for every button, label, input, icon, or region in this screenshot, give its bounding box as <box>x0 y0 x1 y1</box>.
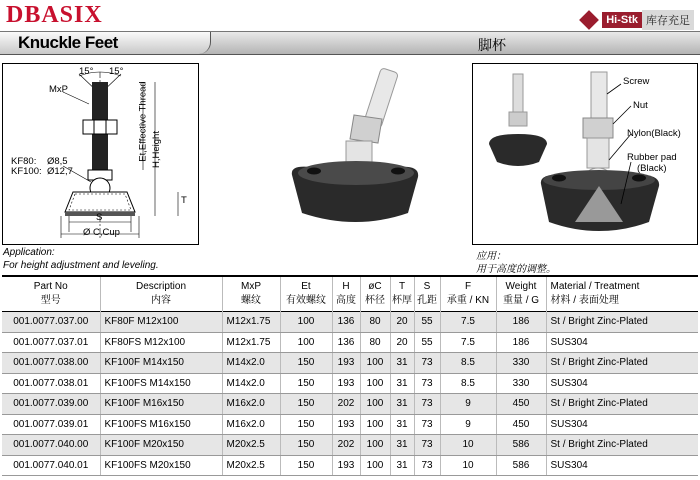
table-cell: SUS304 <box>546 414 698 435</box>
table-cell: 80 <box>360 312 390 333</box>
table-cell: SUS304 <box>546 373 698 394</box>
column-header-en: Part No <box>33 281 68 292</box>
table-cell: 150 <box>280 394 332 415</box>
column-header-cn: 高度 <box>336 295 356 306</box>
table-cell: SUS304 <box>546 455 698 476</box>
table-cell: 586 <box>496 435 546 456</box>
column-header <box>546 276 698 312</box>
table-cell: M12x1.75 <box>222 332 280 353</box>
table-row <box>2 435 698 456</box>
page-title-cn: 脚杯 <box>478 37 506 53</box>
table-cell: 10 <box>440 455 496 476</box>
table-cell: M20x2.5 <box>222 435 280 456</box>
thread-label: Et,Effective Thread <box>137 81 149 162</box>
technical-drawing-panel <box>2 63 199 245</box>
diamond-icon <box>579 10 599 30</box>
column-header-en: S <box>423 281 431 292</box>
table-row <box>2 455 698 476</box>
table-cell: 001.0077.038.01 <box>2 373 100 394</box>
column-header-cn: 螺纹 <box>241 295 261 306</box>
table-cell: 186 <box>496 332 546 353</box>
table-cell: M16x2.0 <box>222 394 280 415</box>
table-row <box>2 353 698 374</box>
table-cell: 100 <box>360 435 390 456</box>
table-row <box>2 394 698 415</box>
badge-hi: Hi-Stk <box>602 12 642 28</box>
table-cell: 001.0077.040.01 <box>2 455 100 476</box>
table-cell: KF80F M12x100 <box>100 312 222 333</box>
table-row <box>2 373 698 394</box>
table-cell: 73 <box>414 435 440 456</box>
column-header <box>280 276 332 312</box>
table-cell: 100 <box>280 332 332 353</box>
table-cell: 202 <box>332 394 360 415</box>
column-header <box>332 276 360 312</box>
table-cell: 31 <box>390 455 414 476</box>
table-cell: 55 <box>414 312 440 333</box>
table-cell: 7.5 <box>440 332 496 353</box>
table-cell: 150 <box>280 435 332 456</box>
table-cell: 193 <box>332 353 360 374</box>
table-cell: SUS304 <box>546 332 698 353</box>
nut-label: Nut <box>633 100 648 111</box>
column-header-en: Material / Treatment <box>550 281 640 292</box>
table-cell: 80 <box>360 332 390 353</box>
table-cell: 7.5 <box>440 312 496 333</box>
table-cell: 31 <box>390 435 414 456</box>
table-cell: 73 <box>414 373 440 394</box>
table-cell: 150 <box>280 455 332 476</box>
table-cell: St / Bright Zinc-Plated <box>546 394 698 415</box>
column-header <box>414 276 440 312</box>
table-cell: 10 <box>440 435 496 456</box>
table-cell: 20 <box>390 332 414 353</box>
column-header <box>496 276 546 312</box>
column-header-en: Et <box>301 281 311 292</box>
product-detail-panel <box>472 63 698 245</box>
column-header-cn: 孔距 <box>417 295 437 306</box>
table-cell: 150 <box>280 414 332 435</box>
column-header <box>390 276 414 312</box>
column-header-en: T <box>398 281 406 292</box>
table-cell: St / Bright Zinc-Plated <box>546 435 698 456</box>
product-photo <box>280 65 430 245</box>
table-cell: 8.5 <box>440 373 496 394</box>
table-cell: KF100F M16x150 <box>100 394 222 415</box>
kf100-label: KF100: <box>11 166 42 177</box>
table-cell: 001.0077.038.00 <box>2 353 100 374</box>
application-cn-text: 用于高度的调整。 <box>476 264 556 275</box>
kf100-value: Ø12,7 <box>47 166 73 177</box>
column-header <box>440 276 496 312</box>
table-cell: 136 <box>332 312 360 333</box>
table-cell: 73 <box>414 455 440 476</box>
table-cell: 193 <box>332 373 360 394</box>
table-cell: 001.0077.039.01 <box>2 414 100 435</box>
table-header <box>2 276 698 312</box>
table-cell: M14x2.0 <box>222 373 280 394</box>
table-cell: St / Bright Zinc-Plated <box>546 353 698 374</box>
table-cell: 450 <box>496 414 546 435</box>
table-cell: 8.5 <box>440 353 496 374</box>
table-cell: 001.0077.037.00 <box>2 312 100 333</box>
column-header-cn: 内容 <box>151 295 171 306</box>
table-row <box>2 332 698 353</box>
kf80-value: Ø8,5 <box>47 156 68 167</box>
table-cell: KF100FS M14x150 <box>100 373 222 394</box>
table-cell: 31 <box>390 414 414 435</box>
table-cell: 150 <box>280 353 332 374</box>
table-cell: 150 <box>280 373 332 394</box>
table-cell: 450 <box>496 394 546 415</box>
rubber-label: Rubber pad <box>627 152 677 163</box>
table-cell: 001.0077.037.01 <box>2 332 100 353</box>
table-cell: 001.0077.040.00 <box>2 435 100 456</box>
column-header <box>222 276 280 312</box>
table-cell: KF100FS M20x150 <box>100 455 222 476</box>
table-cell: 73 <box>414 394 440 415</box>
column-header-en: Weight <box>505 281 537 292</box>
table-row <box>2 312 698 333</box>
column-header-en: Description <box>135 281 187 292</box>
table-cell: 100 <box>360 353 390 374</box>
t-label: T <box>181 195 187 206</box>
table-cell: 100 <box>360 414 390 435</box>
table-cell: 001.0077.039.00 <box>2 394 100 415</box>
kf80-label: KF80: <box>11 156 37 167</box>
column-header-en: H <box>342 281 350 292</box>
cup-label: Ø C,Cup <box>83 227 120 238</box>
badge-cn: 库存充足 <box>642 10 694 30</box>
height-label: H,Height <box>150 131 162 168</box>
table-cell: 330 <box>496 373 546 394</box>
table-cell: 100 <box>360 373 390 394</box>
table-cell: St / Bright Zinc-Plated <box>546 312 698 333</box>
rubber-label-2: (Black) <box>637 163 667 174</box>
table-cell: M14x2.0 <box>222 353 280 374</box>
screw-label: Screw <box>623 76 650 87</box>
table-cell: M20x2.5 <box>222 455 280 476</box>
table-cell: 73 <box>414 353 440 374</box>
column-header-cn: 杯径 <box>365 295 385 306</box>
column-header-en: MxP <box>241 281 261 292</box>
table-cell: 186 <box>496 312 546 333</box>
table-cell: 202 <box>332 435 360 456</box>
table-cell: M16x2.0 <box>222 414 280 435</box>
angle-right-label: 15° <box>109 66 124 77</box>
application-en-text: For height adjustment and leveling. <box>3 260 159 271</box>
stock-badge <box>582 10 694 30</box>
brand-logo: DBASIX <box>6 2 103 28</box>
column-header <box>360 276 390 312</box>
table-cell: 100 <box>360 455 390 476</box>
table-cell: 9 <box>440 414 496 435</box>
table-cell: 20 <box>390 312 414 333</box>
column-header-cn: 有效螺纹 <box>286 295 326 306</box>
column-header-cn: 杯厚 <box>392 295 412 306</box>
table-cell: KF100F M20x150 <box>100 435 222 456</box>
column-header-en: øC <box>368 281 382 292</box>
table-cell: KF100F M14x150 <box>100 353 222 374</box>
table-cell: KF80FS M12x100 <box>100 332 222 353</box>
table-cell: 136 <box>332 332 360 353</box>
column-header-cn: 型号 <box>40 295 61 306</box>
column-header-cn: 承重 / KN <box>446 295 490 306</box>
spec-table <box>2 275 698 476</box>
table-row <box>2 414 698 435</box>
table-cell: 73 <box>414 414 440 435</box>
column-header-cn: 重量 / G <box>502 295 540 306</box>
mxp-label: MxP <box>49 84 68 95</box>
application-en-heading: Application: <box>3 247 55 258</box>
table-cell: 100 <box>280 312 332 333</box>
page-title: Knuckle Feet <box>18 33 118 52</box>
table-cell: 31 <box>390 373 414 394</box>
column-header <box>100 276 222 312</box>
table-cell: KF100FS M16x150 <box>100 414 222 435</box>
nylon-label: Nylon(Black) <box>627 128 681 139</box>
table-cell: 330 <box>496 353 546 374</box>
table-cell: 9 <box>440 394 496 415</box>
table-cell: 586 <box>496 455 546 476</box>
column-header-cn: 材料 / 表面处理 <box>550 295 619 306</box>
column-header-en: F <box>464 281 472 292</box>
table-cell: 100 <box>360 394 390 415</box>
table-cell: M12x1.75 <box>222 312 280 333</box>
table-cell: 31 <box>390 394 414 415</box>
table-cell: 31 <box>390 353 414 374</box>
angle-left-label: 15° <box>79 66 94 77</box>
table-body <box>2 312 698 476</box>
table-cell: 193 <box>332 455 360 476</box>
column-header <box>2 276 100 312</box>
table-cell: 193 <box>332 414 360 435</box>
title-bar <box>0 31 700 55</box>
application-cn-heading: 应用： <box>476 251 506 262</box>
table-cell: 55 <box>414 332 440 353</box>
s-label: S <box>96 212 103 223</box>
